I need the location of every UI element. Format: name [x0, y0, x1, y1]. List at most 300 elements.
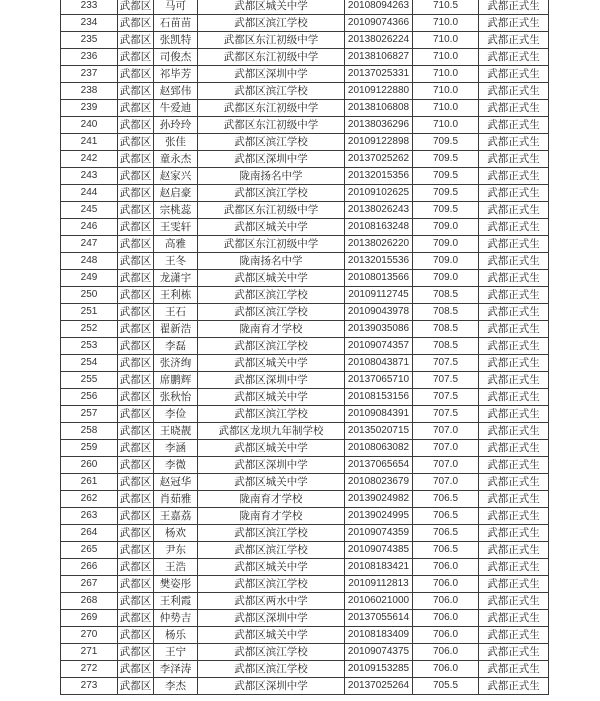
student-name-cell: 杨乐 — [154, 627, 198, 644]
row-number: 233 — [61, 0, 118, 15]
school-cell: 武都区龙坝九年制学校 — [198, 423, 345, 440]
district-cell: 武都区 — [118, 270, 154, 287]
table-row — [61, 627, 549, 644]
score-cell: 710.5 — [413, 0, 479, 15]
table-row — [61, 100, 549, 117]
score-cell: 710.0 — [413, 66, 479, 83]
student-name-cell: 李磊 — [154, 338, 198, 355]
row-number: 239 — [61, 100, 118, 117]
row-number: 244 — [61, 185, 118, 202]
district-cell: 武都区 — [118, 559, 154, 576]
table-row — [61, 423, 549, 440]
student-name-cell: 李杰 — [154, 678, 198, 695]
exam-id-cell: 20109122898 — [345, 134, 413, 151]
score-cell: 708.5 — [413, 287, 479, 304]
enrollment-type-cell: 武都正式生 — [479, 542, 549, 559]
enrollment-type-cell: 武都正式生 — [479, 338, 549, 355]
enrollment-type-cell: 武都正式生 — [479, 559, 549, 576]
district-cell: 武都区 — [118, 83, 154, 100]
student-name-cell: 李涵 — [154, 440, 198, 457]
score-list-sheet — [60, 0, 548, 695]
school-cell: 武都区城关中学 — [198, 355, 345, 372]
row-number: 246 — [61, 219, 118, 236]
exam-id-cell: 20109112745 — [345, 287, 413, 304]
exam-id-cell: 20139024995 — [345, 508, 413, 525]
exam-id-cell: 20109074375 — [345, 644, 413, 661]
table-row — [61, 525, 549, 542]
district-cell: 武都区 — [118, 627, 154, 644]
student-name-cell: 王冬 — [154, 253, 198, 270]
exam-id-cell: 20138036296 — [345, 117, 413, 134]
school-cell: 武都区滨江学校 — [198, 525, 345, 542]
row-number: 262 — [61, 491, 118, 508]
school-cell: 武都区城关中学 — [198, 0, 345, 15]
enrollment-type-cell: 武都正式生 — [479, 49, 549, 66]
school-cell: 武都区东江初级中学 — [198, 100, 345, 117]
enrollment-type-cell: 武都正式生 — [479, 15, 549, 32]
student-name-cell: 张佳 — [154, 134, 198, 151]
row-number: 240 — [61, 117, 118, 134]
student-name-cell: 王浩 — [154, 559, 198, 576]
exam-id-cell: 20138106808 — [345, 100, 413, 117]
score-cell: 706.0 — [413, 593, 479, 610]
student-name-cell: 尹东 — [154, 542, 198, 559]
enrollment-type-cell: 武都正式生 — [479, 202, 549, 219]
student-name-cell: 张凯特 — [154, 32, 198, 49]
table-row — [61, 661, 549, 678]
table-row — [61, 491, 549, 508]
school-cell: 武都区城关中学 — [198, 389, 345, 406]
row-number: 254 — [61, 355, 118, 372]
district-cell: 武都区 — [118, 406, 154, 423]
score-cell: 709.0 — [413, 219, 479, 236]
student-name-cell: 王石 — [154, 304, 198, 321]
enrollment-type-cell: 武都正式生 — [479, 219, 549, 236]
school-cell: 武都区深圳中学 — [198, 372, 345, 389]
row-number: 265 — [61, 542, 118, 559]
exam-id-cell: 20137065710 — [345, 372, 413, 389]
student-name-cell: 仲势吉 — [154, 610, 198, 627]
enrollment-type-cell: 武都正式生 — [479, 253, 549, 270]
student-name-cell: 赵启豪 — [154, 185, 198, 202]
table-row — [61, 644, 549, 661]
enrollment-type-cell: 武都正式生 — [479, 100, 549, 117]
school-cell: 武都区滨江学校 — [198, 83, 345, 100]
score-cell: 710.0 — [413, 32, 479, 49]
district-cell: 武都区 — [118, 593, 154, 610]
table-row — [61, 185, 549, 202]
score-table-body — [61, 0, 549, 695]
table-row — [61, 202, 549, 219]
school-cell: 武都区滨江学校 — [198, 134, 345, 151]
row-number: 234 — [61, 15, 118, 32]
student-name-cell: 翟新浩 — [154, 321, 198, 338]
district-cell: 武都区 — [118, 32, 154, 49]
exam-id-cell: 20109084391 — [345, 406, 413, 423]
school-cell: 武都区滨江学校 — [198, 15, 345, 32]
table-row — [61, 372, 549, 389]
row-number: 237 — [61, 66, 118, 83]
district-cell: 武都区 — [118, 389, 154, 406]
score-cell: 709.5 — [413, 168, 479, 185]
student-name-cell: 赵冠华 — [154, 474, 198, 491]
table-row — [61, 440, 549, 457]
score-cell: 709.0 — [413, 270, 479, 287]
score-cell: 710.0 — [413, 117, 479, 134]
score-cell: 706.5 — [413, 525, 479, 542]
row-number: 245 — [61, 202, 118, 219]
school-cell: 陇南育才学校 — [198, 508, 345, 525]
table-row — [61, 236, 549, 253]
table-row — [61, 508, 549, 525]
enrollment-type-cell: 武都正式生 — [479, 406, 549, 423]
district-cell: 武都区 — [118, 66, 154, 83]
student-name-cell: 宗桃蕊 — [154, 202, 198, 219]
score-cell: 709.5 — [413, 134, 479, 151]
exam-id-cell: 20108063082 — [345, 440, 413, 457]
table-row — [61, 389, 549, 406]
table-row — [61, 576, 549, 593]
school-cell: 武都区深圳中学 — [198, 151, 345, 168]
enrollment-type-cell: 武都正式生 — [479, 508, 549, 525]
district-cell: 武都区 — [118, 151, 154, 168]
score-cell: 707.5 — [413, 389, 479, 406]
student-name-cell: 祁毕芳 — [154, 66, 198, 83]
enrollment-type-cell: 武都正式生 — [479, 474, 549, 491]
district-cell: 武都区 — [118, 321, 154, 338]
row-number: 266 — [61, 559, 118, 576]
exam-id-cell: 20109112813 — [345, 576, 413, 593]
district-cell: 武都区 — [118, 202, 154, 219]
row-number: 259 — [61, 440, 118, 457]
exam-id-cell: 20109074357 — [345, 338, 413, 355]
district-cell: 武都区 — [118, 0, 154, 15]
table-row — [61, 406, 549, 423]
exam-id-cell: 20139035086 — [345, 321, 413, 338]
score-cell: 710.0 — [413, 49, 479, 66]
table-row — [61, 168, 549, 185]
table-row — [61, 15, 549, 32]
table-row — [61, 219, 549, 236]
enrollment-type-cell: 武都正式生 — [479, 593, 549, 610]
table-row — [61, 610, 549, 627]
score-cell: 706.0 — [413, 627, 479, 644]
exam-id-cell: 20108094263 — [345, 0, 413, 15]
table-row — [61, 253, 549, 270]
score-cell: 706.0 — [413, 576, 479, 593]
district-cell: 武都区 — [118, 236, 154, 253]
school-cell: 武都区滨江学校 — [198, 542, 345, 559]
exam-id-cell: 20108153156 — [345, 389, 413, 406]
school-cell: 武都区滨江学校 — [198, 338, 345, 355]
enrollment-type-cell: 武都正式生 — [479, 0, 549, 15]
student-name-cell: 马可 — [154, 0, 198, 15]
district-cell: 武都区 — [118, 287, 154, 304]
district-cell: 武都区 — [118, 576, 154, 593]
student-name-cell: 李微 — [154, 457, 198, 474]
score-cell: 708.5 — [413, 321, 479, 338]
row-number: 251 — [61, 304, 118, 321]
school-cell: 武都区东江初级中学 — [198, 117, 345, 134]
student-name-cell: 孙玲玲 — [154, 117, 198, 134]
score-cell: 707.0 — [413, 474, 479, 491]
exam-id-cell: 20109074359 — [345, 525, 413, 542]
student-name-cell: 王利霞 — [154, 593, 198, 610]
table-row — [61, 117, 549, 134]
enrollment-type-cell: 武都正式生 — [479, 491, 549, 508]
student-name-cell: 牛爱迪 — [154, 100, 198, 117]
district-cell: 武都区 — [118, 304, 154, 321]
district-cell: 武都区 — [118, 117, 154, 134]
enrollment-type-cell: 武都正式生 — [479, 185, 549, 202]
district-cell: 武都区 — [118, 185, 154, 202]
score-cell: 706.5 — [413, 491, 479, 508]
row-number: 267 — [61, 576, 118, 593]
district-cell: 武都区 — [118, 15, 154, 32]
school-cell: 陇南扬名中学 — [198, 253, 345, 270]
district-cell: 武都区 — [118, 474, 154, 491]
student-name-cell: 石苗苗 — [154, 15, 198, 32]
score-cell: 708.5 — [413, 338, 479, 355]
enrollment-type-cell: 武都正式生 — [479, 525, 549, 542]
enrollment-type-cell: 武都正式生 — [479, 644, 549, 661]
district-cell: 武都区 — [118, 168, 154, 185]
school-cell: 武都区深圳中学 — [198, 457, 345, 474]
table-row — [61, 83, 549, 100]
score-cell: 710.0 — [413, 100, 479, 117]
row-number: 250 — [61, 287, 118, 304]
district-cell: 武都区 — [118, 423, 154, 440]
table-row — [61, 49, 549, 66]
table-row — [61, 151, 549, 168]
district-cell: 武都区 — [118, 219, 154, 236]
enrollment-type-cell: 武都正式生 — [479, 168, 549, 185]
school-cell: 武都区两水中学 — [198, 593, 345, 610]
row-number: 270 — [61, 627, 118, 644]
exam-id-cell: 20109043978 — [345, 304, 413, 321]
school-cell: 武都区城关中学 — [198, 440, 345, 457]
table-row — [61, 593, 549, 610]
school-cell: 陇南扬名中学 — [198, 168, 345, 185]
table-row — [61, 542, 549, 559]
school-cell: 武都区深圳中学 — [198, 678, 345, 695]
school-cell: 武都区城关中学 — [198, 627, 345, 644]
enrollment-type-cell: 武都正式生 — [479, 440, 549, 457]
student-name-cell: 司俊杰 — [154, 49, 198, 66]
score-cell: 707.5 — [413, 372, 479, 389]
district-cell: 武都区 — [118, 661, 154, 678]
row-number: 255 — [61, 372, 118, 389]
student-name-cell: 童永杰 — [154, 151, 198, 168]
enrollment-type-cell: 武都正式生 — [479, 287, 549, 304]
row-number: 249 — [61, 270, 118, 287]
exam-id-cell: 20137055614 — [345, 610, 413, 627]
student-name-cell: 席鹏辉 — [154, 372, 198, 389]
table-row — [61, 134, 549, 151]
score-cell: 707.0 — [413, 440, 479, 457]
row-number: 257 — [61, 406, 118, 423]
enrollment-type-cell: 武都正式生 — [479, 304, 549, 321]
exam-id-cell: 20108023679 — [345, 474, 413, 491]
student-name-cell: 杨欢 — [154, 525, 198, 542]
row-number: 261 — [61, 474, 118, 491]
table-row — [61, 304, 549, 321]
table-row — [61, 474, 549, 491]
exam-id-cell: 20137025331 — [345, 66, 413, 83]
score-cell: 706.0 — [413, 644, 479, 661]
student-name-cell: 张济绚 — [154, 355, 198, 372]
table-row — [61, 0, 549, 15]
row-number: 252 — [61, 321, 118, 338]
row-number: 272 — [61, 661, 118, 678]
exam-id-cell: 20108043871 — [345, 355, 413, 372]
table-row — [61, 270, 549, 287]
exam-id-cell: 20138026220 — [345, 236, 413, 253]
table-row — [61, 32, 549, 49]
score-cell: 710.0 — [413, 83, 479, 100]
district-cell: 武都区 — [118, 100, 154, 117]
exam-id-cell: 20139024982 — [345, 491, 413, 508]
exam-id-cell: 20138106827 — [345, 49, 413, 66]
score-cell: 706.5 — [413, 542, 479, 559]
score-cell: 706.5 — [413, 508, 479, 525]
table-row — [61, 321, 549, 338]
district-cell: 武都区 — [118, 253, 154, 270]
score-cell: 709.5 — [413, 202, 479, 219]
exam-id-cell: 20109074366 — [345, 15, 413, 32]
row-number: 268 — [61, 593, 118, 610]
district-cell: 武都区 — [118, 491, 154, 508]
enrollment-type-cell: 武都正式生 — [479, 576, 549, 593]
exam-id-cell: 20138026243 — [345, 202, 413, 219]
district-cell: 武都区 — [118, 338, 154, 355]
student-name-cell: 张秋怡 — [154, 389, 198, 406]
student-name-cell: 李俭 — [154, 406, 198, 423]
enrollment-type-cell: 武都正式生 — [479, 134, 549, 151]
student-name-cell: 肖茹雅 — [154, 491, 198, 508]
exam-id-cell: 20135020715 — [345, 423, 413, 440]
score-cell: 707.0 — [413, 457, 479, 474]
exam-id-cell: 20108013566 — [345, 270, 413, 287]
enrollment-type-cell: 武都正式生 — [479, 423, 549, 440]
enrollment-type-cell: 武都正式生 — [479, 236, 549, 253]
score-cell: 709.5 — [413, 185, 479, 202]
district-cell: 武都区 — [118, 355, 154, 372]
school-cell: 武都区滨江学校 — [198, 304, 345, 321]
row-number: 238 — [61, 83, 118, 100]
district-cell: 武都区 — [118, 457, 154, 474]
district-cell: 武都区 — [118, 49, 154, 66]
table-row — [61, 355, 549, 372]
score-cell: 707.5 — [413, 406, 479, 423]
score-cell: 709.0 — [413, 236, 479, 253]
enrollment-type-cell: 武都正式生 — [479, 457, 549, 474]
enrollment-type-cell: 武都正式生 — [479, 32, 549, 49]
exam-id-cell: 20138026224 — [345, 32, 413, 49]
school-cell: 武都区滨江学校 — [198, 576, 345, 593]
student-name-cell: 王利栋 — [154, 287, 198, 304]
school-cell: 武都区东江初级中学 — [198, 32, 345, 49]
district-cell: 武都区 — [118, 525, 154, 542]
exam-id-cell: 20106021000 — [345, 593, 413, 610]
school-cell: 武都区滨江学校 — [198, 644, 345, 661]
enrollment-type-cell: 武都正式生 — [479, 321, 549, 338]
enrollment-type-cell: 武都正式生 — [479, 117, 549, 134]
student-name-cell: 王嘉荔 — [154, 508, 198, 525]
student-name-cell: 樊姿彤 — [154, 576, 198, 593]
row-number: 247 — [61, 236, 118, 253]
table-row — [61, 678, 549, 695]
exam-id-cell: 20108183421 — [345, 559, 413, 576]
score-cell: 709.0 — [413, 253, 479, 270]
district-cell: 武都区 — [118, 542, 154, 559]
exam-id-cell: 20137065654 — [345, 457, 413, 474]
school-cell: 武都区城关中学 — [198, 270, 345, 287]
student-name-cell: 赵郅伟 — [154, 83, 198, 100]
row-number: 253 — [61, 338, 118, 355]
district-cell: 武都区 — [118, 440, 154, 457]
row-number: 256 — [61, 389, 118, 406]
row-number: 242 — [61, 151, 118, 168]
score-cell: 707.5 — [413, 355, 479, 372]
student-name-cell: 王雯轩 — [154, 219, 198, 236]
row-number: 273 — [61, 678, 118, 695]
row-number: 260 — [61, 457, 118, 474]
district-cell: 武都区 — [118, 372, 154, 389]
enrollment-type-cell: 武都正式生 — [479, 661, 549, 678]
school-cell: 武都区城关中学 — [198, 219, 345, 236]
table-row — [61, 66, 549, 83]
score-cell: 706.0 — [413, 610, 479, 627]
district-cell: 武都区 — [118, 678, 154, 695]
score-cell: 706.0 — [413, 661, 479, 678]
enrollment-type-cell: 武都正式生 — [479, 66, 549, 83]
row-number: 263 — [61, 508, 118, 525]
exam-id-cell: 20108163248 — [345, 219, 413, 236]
enrollment-type-cell: 武都正式生 — [479, 678, 549, 695]
school-cell: 武都区深圳中学 — [198, 66, 345, 83]
row-number: 248 — [61, 253, 118, 270]
row-number: 269 — [61, 610, 118, 627]
row-number: 258 — [61, 423, 118, 440]
enrollment-type-cell: 武都正式生 — [479, 610, 549, 627]
score-cell: 710.0 — [413, 15, 479, 32]
district-cell: 武都区 — [118, 508, 154, 525]
enrollment-type-cell: 武都正式生 — [479, 355, 549, 372]
enrollment-type-cell: 武都正式生 — [479, 270, 549, 287]
score-cell: 705.5 — [413, 678, 479, 695]
score-cell: 707.0 — [413, 423, 479, 440]
enrollment-type-cell: 武都正式生 — [479, 372, 549, 389]
exam-id-cell: 20132015356 — [345, 168, 413, 185]
district-cell: 武都区 — [118, 134, 154, 151]
exam-id-cell: 20137025264 — [345, 678, 413, 695]
exam-id-cell: 20109074385 — [345, 542, 413, 559]
table-row — [61, 338, 549, 355]
student-name-cell: 赵家兴 — [154, 168, 198, 185]
row-number: 235 — [61, 32, 118, 49]
school-cell: 陇南育才学校 — [198, 491, 345, 508]
score-cell: 708.5 — [413, 304, 479, 321]
district-cell: 武都区 — [118, 610, 154, 627]
score-table — [60, 0, 549, 695]
row-number: 236 — [61, 49, 118, 66]
score-cell: 709.5 — [413, 151, 479, 168]
enrollment-type-cell: 武都正式生 — [479, 389, 549, 406]
school-cell: 武都区滨江学校 — [198, 406, 345, 423]
school-cell: 武都区东江初级中学 — [198, 202, 345, 219]
exam-id-cell: 20109153285 — [345, 661, 413, 678]
